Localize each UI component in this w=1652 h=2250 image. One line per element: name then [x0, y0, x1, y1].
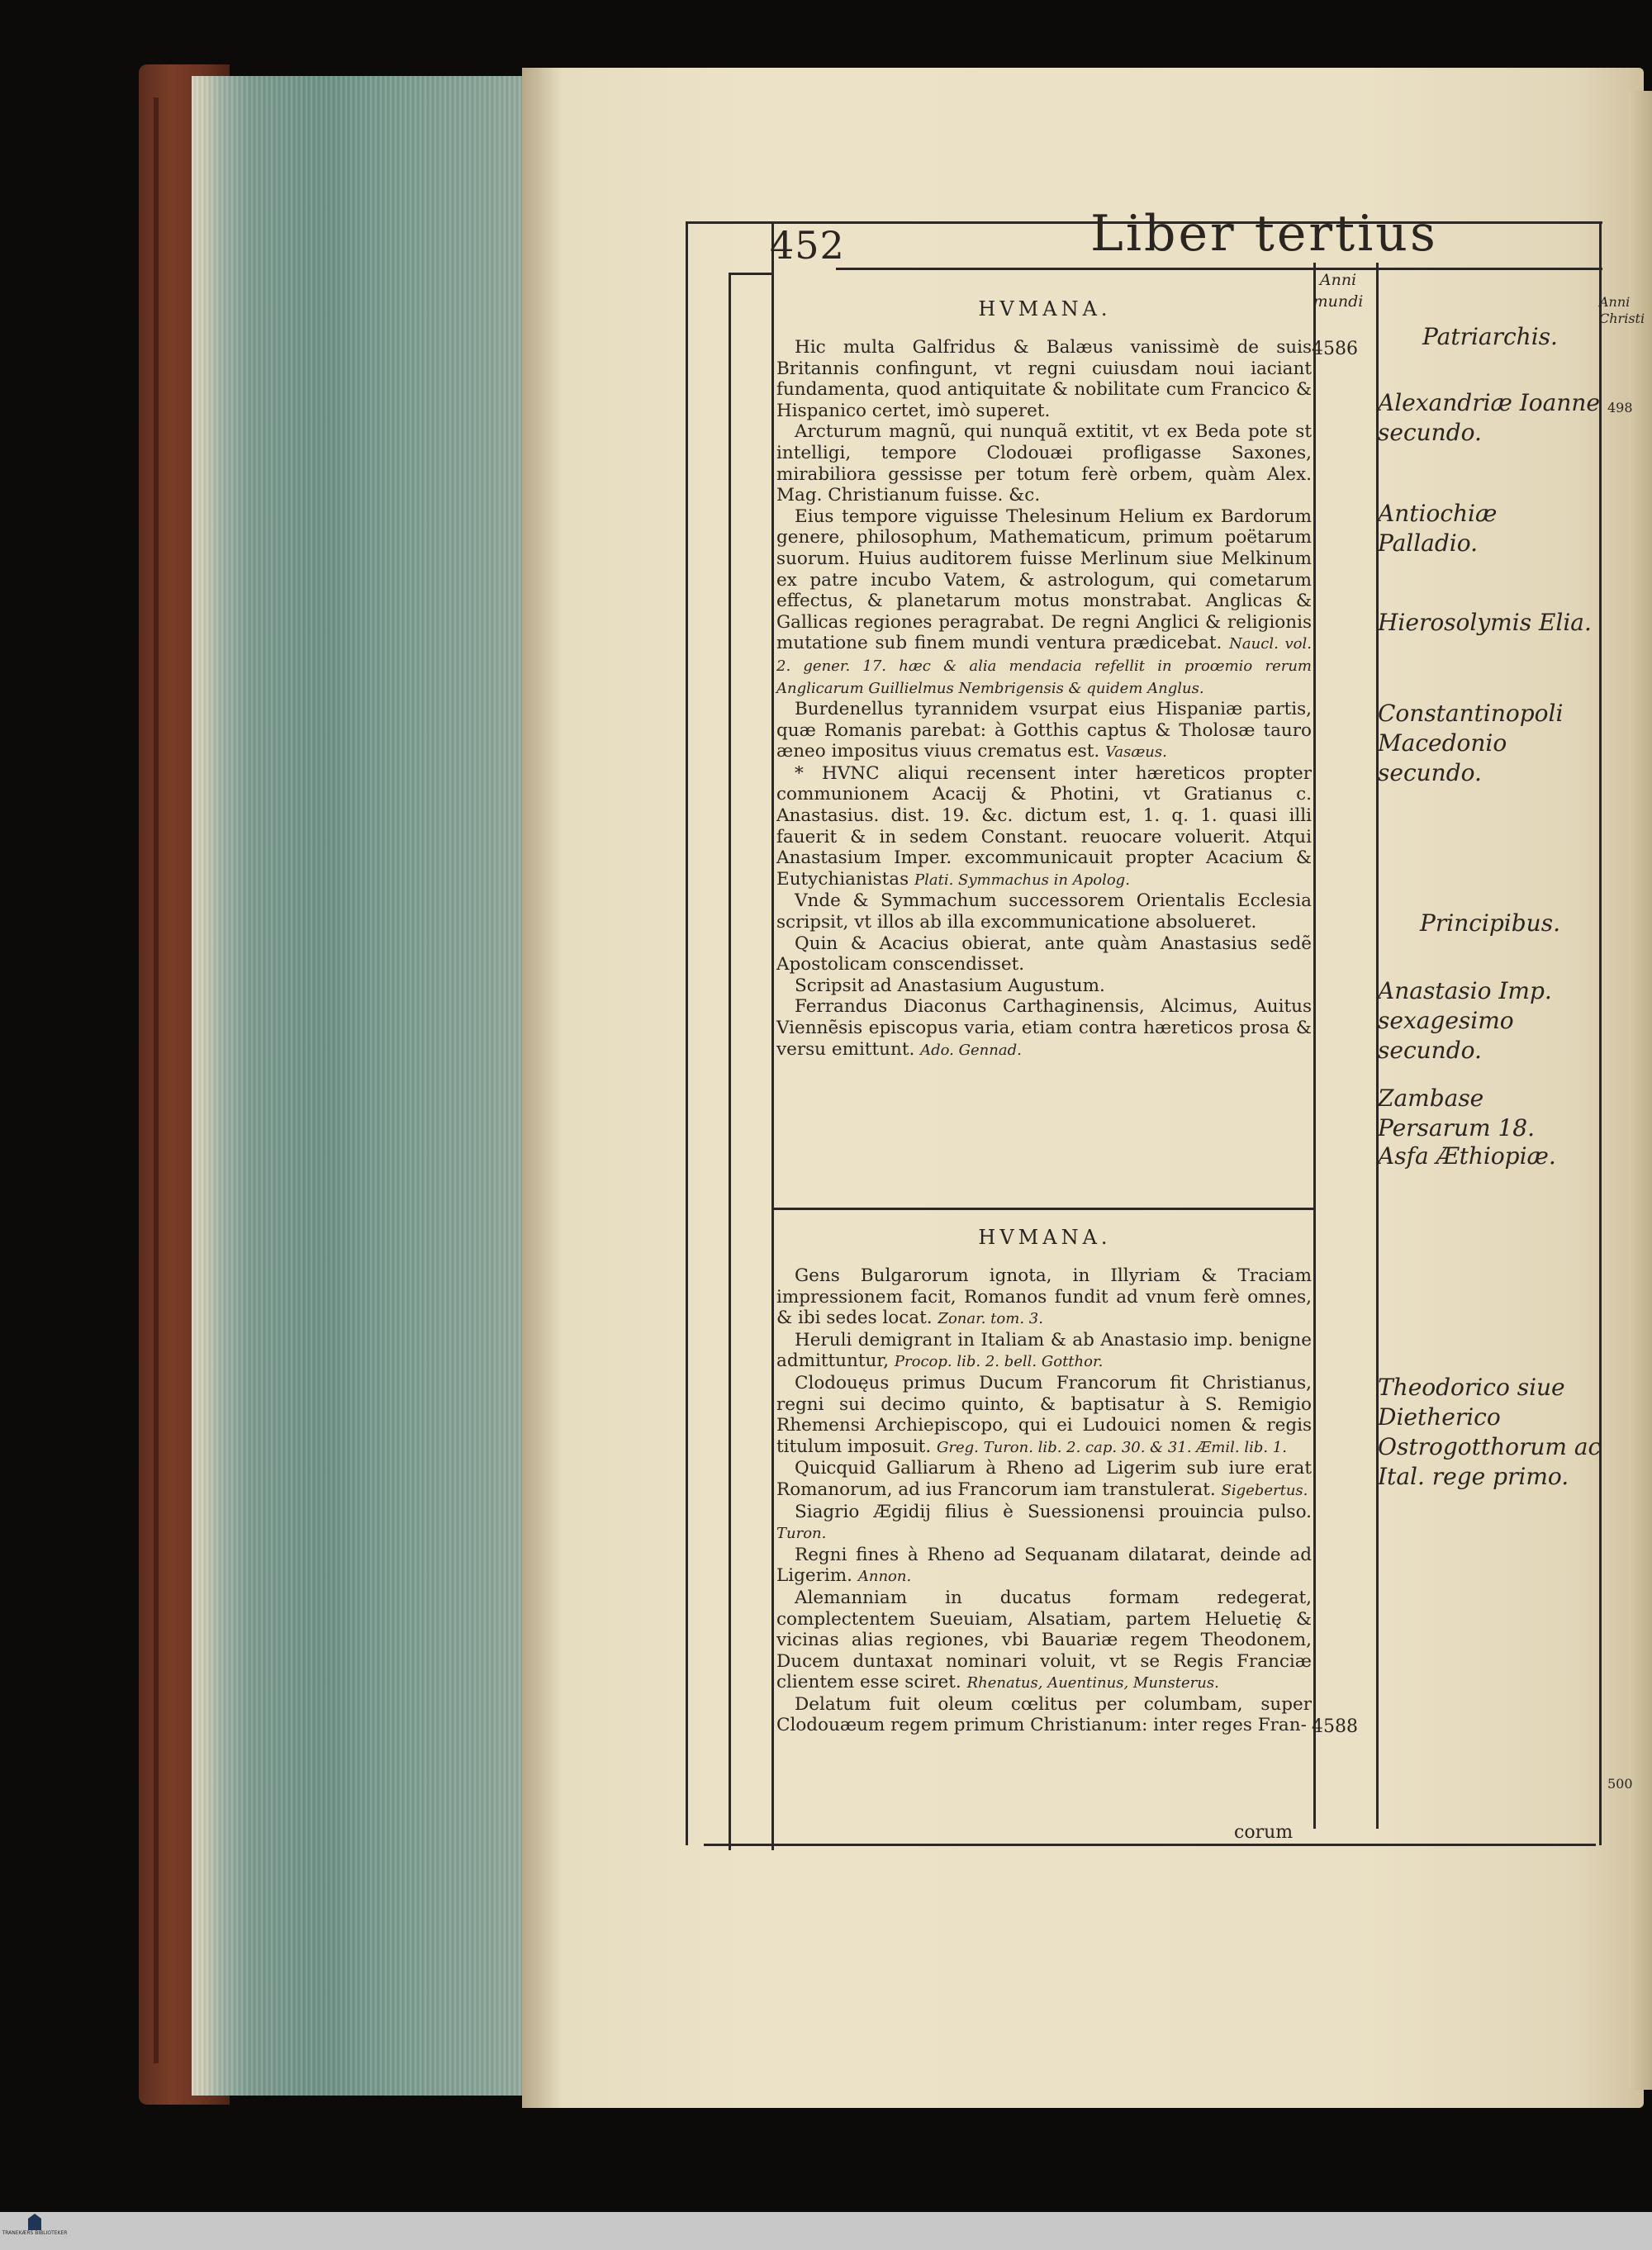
column-head-anni-christi: Anni Christi [1599, 294, 1645, 326]
paragraph: Clodouęus primus Ducum Francorum fit Christianus, regni sui decimo quinto, & baptisatur à S. Remigio Rhemensi Archiepiscopo, qui ei Ludouici nomen & regis titulum imposuit. Greg. Turon. lib. 2. cap. 30. & 31. Æmil. lib. 1. [776, 1372, 1312, 1457]
side-number: 498 [1607, 400, 1633, 415]
prince-zambases: Zambase Persarum 18. [1378, 1085, 1535, 1142]
page-number: 452 [770, 223, 845, 268]
patriarch-hierosolymis: Hierosolymis Elia. [1378, 609, 1592, 636]
paragraph: Quicquid Galliarum à Rheno ad Ligerim sub iure erat Romanorum, ad ius Francorum iam transtulerat. Sigebertus. [776, 1458, 1312, 1500]
outer-left-rule [686, 221, 688, 1845]
patriarch-constantinopoli: Constantinopoli Macedonio secundo. [1378, 700, 1564, 786]
citation: Rhenatus, Auentinus, Munsterus. [966, 1674, 1219, 1692]
year-left-rule [1313, 263, 1316, 1829]
citation: Sigebertus. [1221, 1481, 1308, 1499]
citation: Vasæus. [1105, 743, 1167, 762]
year-4586: 4586 [1312, 339, 1358, 359]
running-head: Liber tertius [1090, 205, 1438, 263]
paragraph: Eius tempore viguisse Thelesinum Helium ex Bardorum genere, philosophum, Mathematicum, primum poëtarum suorum. Huius auditorem fuisse Merlinum siue Melkinum ex patre incubo Vatem, & astrologum, qui cometarum effectus, & planetarum motus monstrabat. Anglicas & Gallicas regiones peragrabat. De regni Anglici & religionis mutatione sub finem mundi ventura prædicebat. Naucl. vol. 2. gener. 17. hæc & alia mendacia refellit in proœmio rerum Anglicarum Guillielmus Nembrigensis & quidem Anglus. [776, 506, 1312, 697]
patriarchs-head: Patriarchis. [1422, 323, 1558, 350]
prince-anastasius: Anastasio Imp. sexagesimo secundo. [1378, 977, 1552, 1064]
gutter-shadow [522, 68, 563, 2108]
header-rule [836, 268, 1602, 270]
section-heading-humana-1: HVMANA. [978, 297, 1112, 320]
paragraph: Alemanniam in ducatus formam redegerat, complectentem Sueuiam, Alsatiam, partem Heluetię & vicinas alias regiones, vbi Bauariæ regem Theodonem, Ducem duntaxat nominari voluit, vt se Regis Franciæ clientem esse sciret. Rhenatus, Auentinus, Munsterus. [776, 1587, 1312, 1693]
citation: Procop. lib. 2. bell. Gotthor. [894, 1353, 1104, 1371]
viewer-footer-bar [0, 2212, 1652, 2250]
catchword: corum [1234, 1822, 1294, 1843]
paragraph: Hic multa Galfridus & Balæus vanissimè de suis Britannis confingunt, vt regni cuiusdam noui iaciant fundamenta, quod antiquitate & nobilitate cum Francico & Hispanico certet, imò superet. [776, 337, 1312, 421]
paragraph: Quin & Acacius obierat, ante quàm Anastasius sedẽ Apostolicam conscendisset. [776, 933, 1312, 975]
citation: Plati. Symmachus in Apolog. [914, 871, 1130, 889]
patriarch-antiochia: Antiochiæ Palladio. [1378, 500, 1498, 557]
prince-asfa: Asfa Æthiopiæ. [1378, 1142, 1556, 1170]
citation: Greg. Turon. lib. 2. cap. 30. & 31. Æmil. lib. 1. [937, 1438, 1287, 1456]
column-head-anni-mundi: Anni mundi [1313, 271, 1364, 311]
citation: Annon. [857, 1568, 912, 1586]
inner-left-rule [729, 273, 731, 1850]
page-edges [192, 76, 524, 2096]
side-number: 500 [1607, 1776, 1633, 1792]
paragraph: Vnde & Symmachum successorem Orientalis Ecclesia scripsit, vt illos ab illa excommunicatione absolueret. [776, 890, 1312, 933]
citation: Zonar. tom. 3. [938, 1310, 1043, 1328]
section-divider [771, 1208, 1313, 1210]
paragraph: Siagrio Ægidij filius è Suessionensi prouincia pulso. Turon. [776, 1501, 1312, 1543]
library-logo-icon [28, 2214, 41, 2230]
bottom-rule [704, 1844, 1596, 1846]
section-heading-humana-2: HVMANA. [978, 1226, 1112, 1249]
year-4588: 4588 [1312, 1716, 1358, 1737]
library-logo-text: TRANEKÆRS BIBLIOTEKER [2, 2230, 68, 2236]
citation: Naucl. vol. 2. gener. 17. hæc & alia mendacia refellit in proœmio rerum Anglicarum Guillielmus Nembrigensis & quidem Anglus. [776, 635, 1312, 697]
paragraph: Heruli demigrant in Italiam & ab Anastasio imp. benigne admittuntur, Procop. lib. 2. bell. Gotthor. [776, 1329, 1312, 1372]
paragraph: * HVNC aliqui recensent inter hæreticos propter communionem Acacij & Photini, vt Gratianus c. Anastasius. dist. 19. &c. dictum est, 1. q. 1. quasi illi fauerit & in sedem Constant. reuocare voluerit. Atqui Anastasium Imper. excommunicauit propter Acacium & Eutychianistas Plati. Symmachus in Apolog. [776, 762, 1312, 890]
paragraph: Scripsit ad Anastasium Augustum. [795, 975, 1105, 996]
paragraph: Arcturum magnũ, qui nunquã extitit, vt ex Beda pote st intelligi, tempore Clodouæi profligasse Saxones, mirabiliora gessisse per totum ferè orbem, quàm Alex. Mag. Christianum fuisse. &c. [776, 421, 1312, 506]
paragraph: Burdenellus tyrannidem vsurpat eius Hispaniæ partis, quæ Romanis parebat: à Gotthis captus & Tholosæ tauro æneo impositus viuus crematus est. Vasæus. [776, 699, 1312, 762]
citation: Turon. [776, 1525, 827, 1543]
paragraph: Regni fines à Rheno ad Sequanam dilatarat, deinde ad Ligerim. Annon. [776, 1544, 1312, 1587]
section-2-text [776, 1265, 1312, 1736]
section-1-text [776, 337, 1312, 1061]
paragraph: Gens Bulgarorum ignota, in Illyriam & Traciam impressionem facit, Romanos fundit ad vnum ferè omnes, & ibi sedes locat. Zonar. tom. 3. [776, 1265, 1312, 1329]
library-logo [2, 2214, 68, 2247]
pagenum-box-bottom [729, 273, 773, 275]
paragraph: Delatum fuit oleum cœlitus per columbam, super Clodouæum regem primum Christianum: inter reges Fran- [776, 1693, 1312, 1736]
paragraph: Ferrandus Diaconus Carthaginensis, Alcimus, Auitus Viennẽsis episcopus varia, etiam contra hæreticos prosa & versu emittunt. Ado. Gennad. [776, 996, 1312, 1060]
patriarch-alexandria: Alexandriæ Ioanne secundo. [1378, 389, 1600, 446]
citation: Ado. Gennad. [920, 1041, 1022, 1059]
theodoric-entry: Theodorico siue Dietherico Ostrogotthorum ac Ital. rege primo. [1378, 1374, 1602, 1490]
text-left-rule [771, 221, 774, 1850]
princes-head: Principibus. [1420, 909, 1560, 937]
